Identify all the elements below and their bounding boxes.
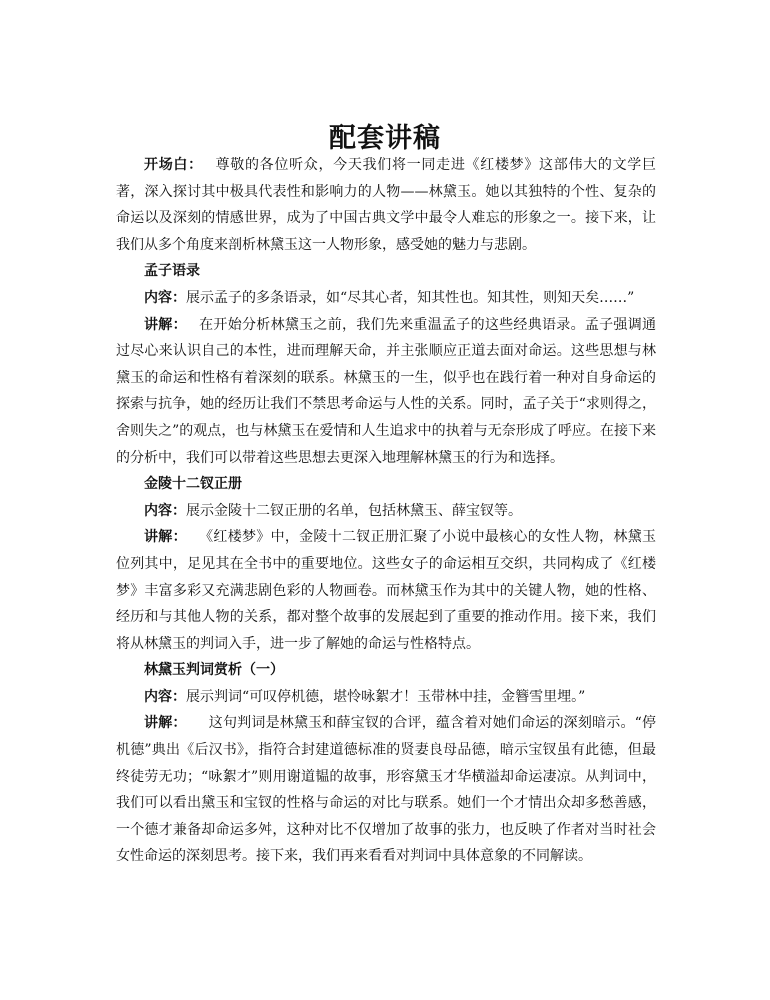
lecture-text: 《红楼梦》中，金陵十二钗正册汇聚了小说中最核心的女性人物，林黛玉位列其中，足见其在全书中的重要地位。这些女子的命运相互交织，共同构成了《红楼梦》丰富多彩又充满悲剧色彩的人物画卷。而林黛玉作为其中的关键人物，她的性格、经历和与其他人物的关系，都对整个故事的发展起到了重要的推动作用。接下来，我们将从林黛玉的判词入手，进一步了解她的命运与性格特点。: [116, 529, 657, 652]
content-text: 展示判词“可叹停机德，堪怜咏絮才！玉带林中挂，金簪雪里埋。”: [186, 688, 586, 705]
lecture-label: 讲解：: [144, 715, 187, 732]
section-lecture-judgment: [116, 710, 656, 870]
lecture-label: 讲解：: [144, 529, 187, 546]
section-lecture-mencius: [116, 312, 656, 472]
section-heading-mencius: 孟子语录: [144, 263, 200, 280]
lecture-text: 这句判词是林黛玉和薛宝钗的合评，蕴含着对她们命运的深刻暗示。“停机德”典出《后汉书》，指符合封建道德标准的贤妻良母品德，暗示宝钗虽有此德，但最终徒劳无功；“咏絮才”则用谢道韫的故事，形容黛玉才华横溢却命运凄凉。从判词中，我们可以看出黛玉和宝钗的性格与命运的对比与联系。她们一个才情出众却多愁善感，一个德才兼备却命运多舛，这种对比不仅增加了故事的张力，也反映了作者对当时社会女性命运的深刻思考。接下来，我们再来看看对判词中具体意象的不同解读。: [116, 715, 657, 865]
content-label: 内容：: [144, 502, 186, 519]
opening-text: 尊敬的各位听众，今天我们将一同走进《红楼梦》这部伟大的文学巨著，深入探讨其中极具代表性和影响力的人物——林黛玉。她以其独特的个性、复杂的命运以及深刻的情感世界，成为了中国古典文学中最令人难忘的形象之一。接下来，让我们从多个角度来剖析林黛玉这一人物形象，感受她的魅力与悲剧。: [116, 157, 657, 253]
lecture-text: 在开始分析林黛玉之前，我们先来重温孟子的这些经典语录。孟子强调通过尽心来认识自己的本性，进而理解天命，并主张顺应正道去面对命运。这些思想与林黛玉的命运和性格有着深刻的联系。林黛玉的一生，似乎也在践行着一种对自身命运的探索与抗争，她的经历让我们不禁思考命运与人性的关系。同时，孟子关于“求则得之，舍则失之”的观点，也与林黛玉在爱情和人生追求中的执着与无奈形成了呼应。在接下来的分析中，我们可以带着这些思想去更深入地理解林黛玉的行为和选择。: [116, 316, 657, 466]
section-heading-judgment: 林黛玉判词赏析（一）: [144, 662, 284, 679]
section-content-mencius: [116, 285, 656, 312]
content-label: 内容：: [144, 688, 186, 705]
section-content-jinling: [116, 498, 656, 525]
content-text: 展示金陵十二钗正册的名单，包括林黛玉、薛宝钗等。: [186, 502, 522, 519]
document-body: [116, 152, 656, 870]
page-title: 配套讲稿: [329, 123, 441, 154]
opening-paragraph: [116, 152, 656, 258]
section-lecture-jinling: [116, 524, 656, 657]
section-content-judgment: [116, 684, 656, 711]
content-text: 展示孟子的多条语录，如“尽其心者，知其性也。知其性，则知天矣……”: [186, 289, 635, 306]
lecture-label: 讲解：: [144, 316, 187, 333]
section-heading-jinling: 金陵十二钗正册: [144, 476, 242, 493]
content-label: 内容：: [144, 289, 186, 306]
opening-label: 开场白：: [144, 157, 203, 173]
